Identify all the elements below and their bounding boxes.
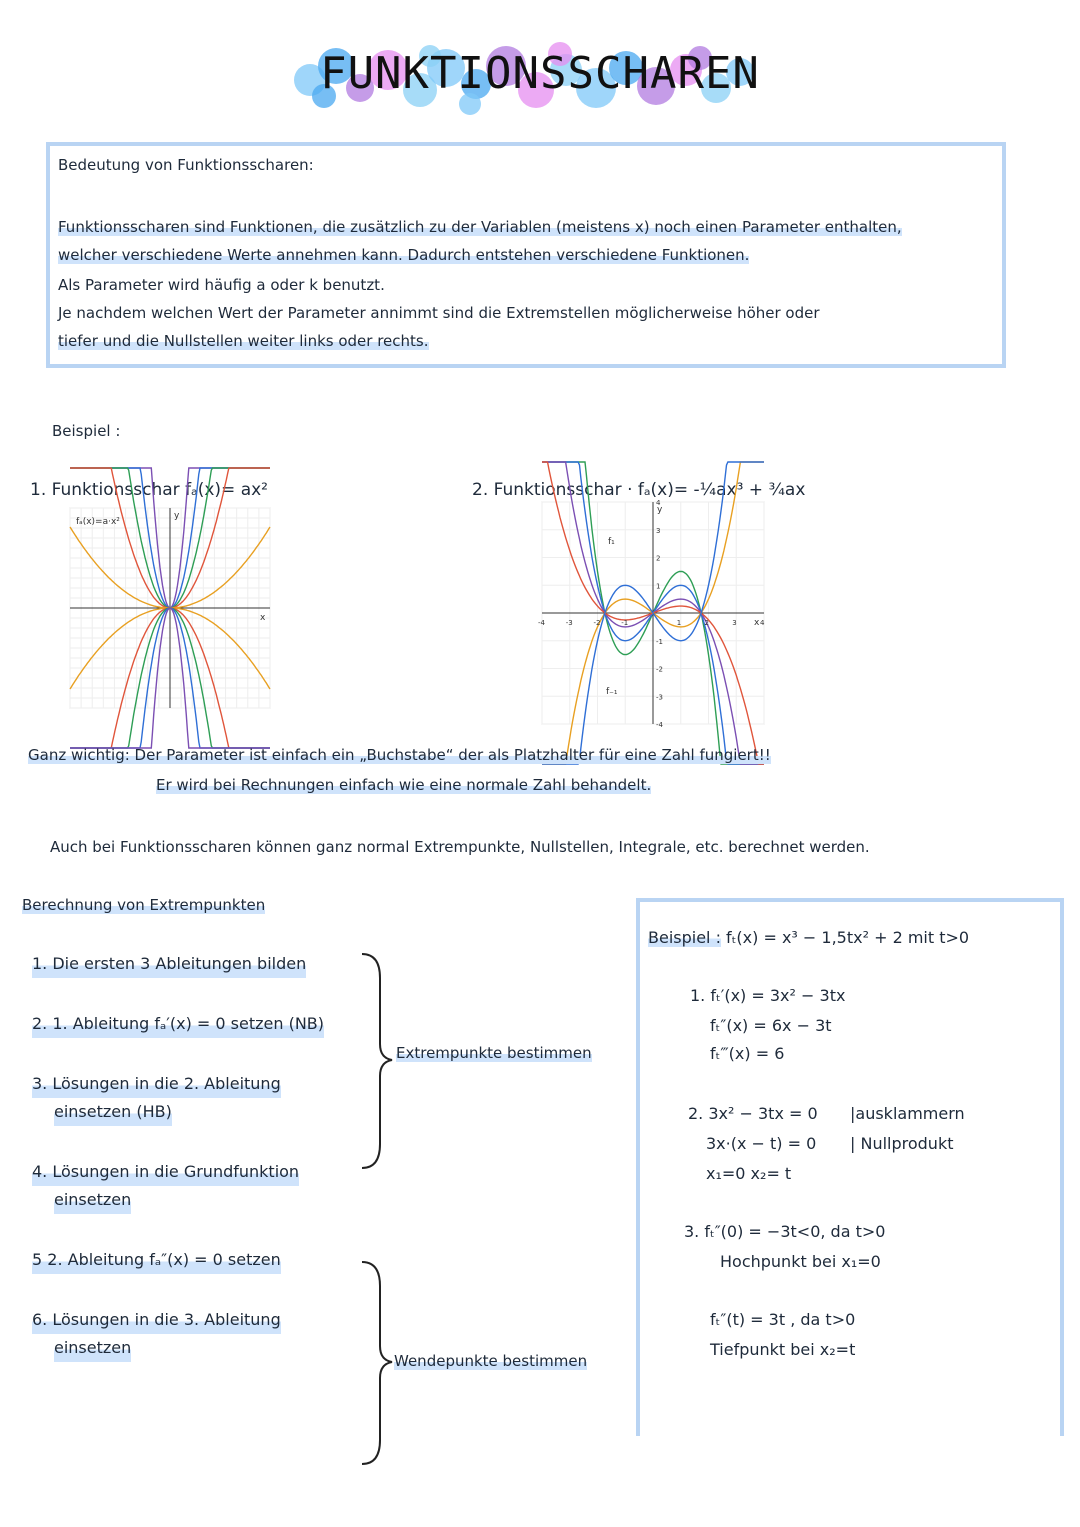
example-label: Beispiel : <box>52 422 121 440</box>
x-tick-label: -3 <box>565 619 573 627</box>
calc-step-2a: 2. 3x² − 3tx = 0 <box>688 1104 818 1123</box>
intro-heading: Bedeutung von Funktionsscharen: <box>58 156 314 174</box>
intro-line-5: tiefer und die Nullstellen weiter links oder rechts. <box>58 332 429 350</box>
intro-line-4: Je nachdem welchen Wert der Parameter annimmt sind die Extremstellen möglicherweise höher oder <box>58 304 820 322</box>
x-axis-label: x <box>754 618 760 628</box>
calc-example-label: Beispiel : <box>648 928 721 947</box>
example-2-label: 2. Funktionsschar · fₐ(x)= -¼ax³ + ¾ax <box>472 480 806 500</box>
step-6-cont: einsetzen <box>54 1334 131 1362</box>
step-6: 6. Lösungen in die 3. Ableitung <box>32 1306 281 1334</box>
brace-wendepunkte <box>356 1256 396 1470</box>
calc-step-3b: Hochpunkt bei x₁=0 <box>720 1252 881 1271</box>
x-tick-label: -1 <box>621 619 629 627</box>
intro-box <box>46 142 1006 368</box>
calc-example-heading <box>648 928 969 947</box>
calc-step-3d: Tiefpunkt bei x₂=t <box>710 1340 856 1359</box>
intro-line-2: welcher verschiedene Werte annehmen kann. Dadurch entstehen verschiedene Funktionen. <box>58 246 750 264</box>
x-axis-label: x <box>260 613 266 623</box>
y-tick-label: 3 <box>656 526 661 535</box>
step-3: 3. Lösungen in die 2. Ableitung <box>32 1070 281 1098</box>
calc-step-1c: fₜ‴(x) = 6 <box>710 1044 785 1063</box>
note-line-2: Er wird bei Rechnungen einfach wie eine normale Zahl behandelt. <box>156 776 652 794</box>
note-important <box>28 746 771 764</box>
calc-step-1b: fₜ″(x) = 6x − 3t <box>710 1016 832 1035</box>
x-tick-label: -4 <box>538 619 545 627</box>
x-tick-label: 2 <box>704 619 709 627</box>
calc-step-3a: 3. fₜ″(0) = −3t<0, da t>0 <box>684 1222 886 1241</box>
calc-step-3c: fₜ″(t) = 3t , da t>0 <box>710 1310 856 1329</box>
y-tick-label: -3 <box>656 693 663 702</box>
calc-step-2b-note: | Nullprodukt <box>850 1134 954 1153</box>
y-tick-label: -4 <box>656 721 663 729</box>
step-1: 1. Die ersten 3 Ableitungen bilden <box>32 950 306 978</box>
calc-step-1a: 1. fₜ′(x) = 3x² − 3tx <box>690 986 846 1005</box>
y-tick-label: 4 <box>656 499 661 507</box>
y-axis-label: y <box>174 511 180 521</box>
calc-step-2b: 3x·(x − t) = 0 <box>706 1134 817 1153</box>
x-tick-label: 1 <box>676 619 682 627</box>
y-tick-label: 1 <box>656 582 661 591</box>
intro-line-3: Als Parameter wird häufig a oder k benutzt. <box>58 276 385 294</box>
brace-label-wendepunkte: Wendepunkte bestimmen <box>394 1352 588 1370</box>
note-important-text: Der Parameter ist einfach ein „Buchstabe“ der als Platzhalter für eine Zahl fungiert!! <box>129 746 771 764</box>
calculation-example-box <box>636 898 1064 1436</box>
calc-step-2a-note: |ausklammern <box>850 1104 965 1123</box>
y-tick-label: 2 <box>656 554 661 563</box>
y-tick-label: -1 <box>656 637 663 646</box>
example-1-label: 1. Funktionsschar fₐ(x)= ax² <box>30 480 268 500</box>
graph-2-label-f1: f₁ <box>608 537 615 547</box>
graph-1 <box>70 508 270 708</box>
x-tick-label: 3 <box>732 619 737 627</box>
step-2: 2. 1. Ableitung fₐ′(x) = 0 setzen (NB) <box>32 1010 324 1038</box>
step-3-cont: einsetzen (HB) <box>54 1098 172 1126</box>
y-axis-label: y <box>657 505 663 515</box>
x-tick-label: -2 <box>593 619 601 627</box>
note-line-3: Auch bei Funktionsscharen können ganz normal Extrempunkte, Nullstellen, Integrale, etc. berechnet werden. <box>50 838 870 856</box>
intro-line-1: Funktionsscharen sind Funktionen, die zusätzlich zu der Variablen (meistens x) noch einen Parameter enthalten, <box>58 218 902 236</box>
steps-heading: Berechnung von Extrempunkten <box>22 896 266 914</box>
note-important-label: Ganz wichtig: <box>28 746 130 764</box>
y-tick-label: -2 <box>656 665 663 674</box>
step-4-cont: einsetzen <box>54 1186 131 1214</box>
brace-extrempunkte <box>356 948 396 1178</box>
graph-1-formula: fₐ(x)=a·x² <box>76 517 120 527</box>
x-tick-label: 4 <box>760 619 765 627</box>
title-area <box>0 18 1080 118</box>
step-5: 5 2. Ableitung fₐ″(x) = 0 setzen <box>32 1246 281 1274</box>
calc-example-formula: fₜ(x) = x³ − 1,5tx² + 2 mit t>0 <box>720 928 970 947</box>
graph-2 <box>538 499 765 729</box>
page-title: FUNKTIONSSCHAREN <box>320 48 760 99</box>
brace-label-extrempunkte: Extrempunkte bestimmen <box>396 1044 592 1062</box>
calc-step-2c: x₁=0 x₂= t <box>706 1164 792 1183</box>
graph-2-label-fneg1: f₋₁ <box>606 687 618 697</box>
step-4: 4. Lösungen in die Grundfunktion <box>32 1158 299 1186</box>
